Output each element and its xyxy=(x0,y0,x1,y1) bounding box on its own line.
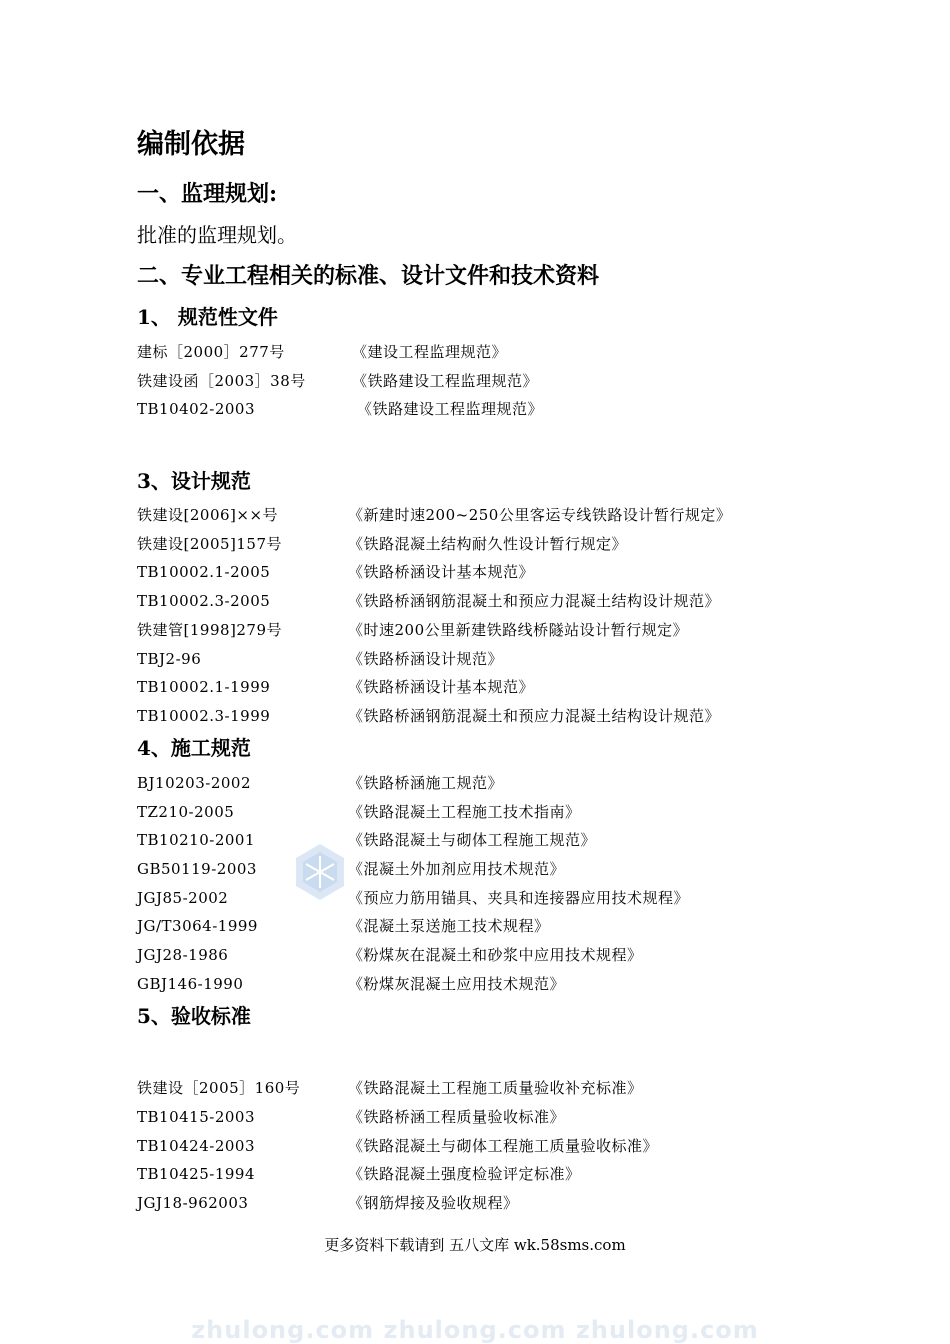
reference-row xyxy=(137,370,837,392)
reference-code: TZ210-2005 xyxy=(137,803,235,821)
reference-code: TB10002.3-2005 xyxy=(137,592,271,610)
reference-code: TB10002.3-1999 xyxy=(137,707,271,725)
document-title: 编制依据 xyxy=(137,129,245,160)
reference-title: 《铁路混凝土与砌体工程施工质量验收标准》 xyxy=(348,1137,659,1155)
reference-row xyxy=(137,858,837,880)
sub-3-heading: 3、设计规范 xyxy=(137,469,251,493)
reference-row xyxy=(137,915,837,937)
reference-title: 《铁路桥涵工程质量验收标准》 xyxy=(348,1108,566,1126)
reference-code: 铁建设［2005］160号 xyxy=(137,1079,301,1097)
section-2-heading: 二、专业工程相关的标准、设计文件和技术资料 xyxy=(137,263,600,289)
reference-title: 《铁路建设工程监理规范》 xyxy=(352,372,539,390)
section-1-body: 批准的监理规划。 xyxy=(137,223,297,247)
reference-code: 建标［2000］277号 xyxy=(137,343,285,361)
reference-title: 《时速200公里新建铁路线桥隧站设计暂行规定》 xyxy=(348,621,689,639)
reference-row xyxy=(137,1163,837,1185)
reference-title: 《钢筋焊接及验收规程》 xyxy=(348,1194,519,1212)
reference-row xyxy=(137,341,837,363)
sub-4-heading: 4、施工规范 xyxy=(137,736,251,760)
reference-row xyxy=(137,772,837,794)
reference-code: TB10002.1-1999 xyxy=(137,678,271,696)
reference-row xyxy=(137,801,837,823)
reference-title: 《铁路混凝土与砌体工程施工规范》 xyxy=(348,831,597,849)
reference-row xyxy=(137,504,837,526)
reference-row xyxy=(137,1106,837,1128)
footer-download-note: 更多资料下载请到 五八文库 wk.58sms.com xyxy=(324,1236,626,1254)
reference-code: TB10424-2003 xyxy=(137,1137,255,1155)
reference-row xyxy=(137,590,837,612)
reference-code: GB50119-2003 xyxy=(137,860,257,878)
reference-code: TB10210-2001 xyxy=(137,831,255,849)
reference-row xyxy=(137,398,837,420)
reference-code: JGJ18-962003 xyxy=(137,1194,249,1212)
reference-code: JGJ28-1986 xyxy=(137,946,229,964)
reference-code: GBJ146-1990 xyxy=(137,975,244,993)
reference-title: 《铁路桥涵设计基本规范》 xyxy=(348,563,535,581)
reference-row xyxy=(137,648,837,670)
reference-row xyxy=(137,944,837,966)
reference-code: BJ10203-2002 xyxy=(137,774,251,792)
reference-title: 《铁路桥涵钢筋混凝土和预应力混凝土结构设计规范》 xyxy=(348,592,721,610)
reference-title: 《预应力筋用锚具、夹具和连接器应用技术规程》 xyxy=(348,889,690,907)
reference-code: TBJ2-96 xyxy=(137,650,202,668)
reference-title: 《铁路桥涵设计规范》 xyxy=(348,650,504,668)
reference-title: 《铁路建设工程监理规范》 xyxy=(357,400,544,418)
reference-title: 《混凝土外加剂应用技术规范》 xyxy=(348,860,566,878)
reference-row xyxy=(137,1192,837,1214)
reference-title: 《粉煤灰在混凝土和砂浆中应用技术规程》 xyxy=(348,946,643,964)
reference-row xyxy=(137,829,837,851)
reference-title: 《铁路桥涵施工规范》 xyxy=(348,774,504,792)
reference-title: 《铁路混凝土结构耐久性设计暂行规定》 xyxy=(348,535,628,553)
reference-title: 《铁路桥涵钢筋混凝土和预应力混凝土结构设计规范》 xyxy=(348,707,721,725)
reference-code: 铁建管[1998]279号 xyxy=(137,621,283,639)
snowflake-seal-icon xyxy=(290,842,350,902)
reference-title: 《铁路混凝土工程施工质量验收补充标准》 xyxy=(348,1079,643,1097)
sub-5-heading: 5、验收标准 xyxy=(137,1004,251,1028)
reference-row xyxy=(137,619,837,641)
reference-code: 铁建设函［2003］38号 xyxy=(137,372,306,390)
reference-title: 《铁路混凝土工程施工技术指南》 xyxy=(348,803,581,821)
reference-title: 《粉煤灰混凝土应用技术规范》 xyxy=(348,975,566,993)
reference-title: 《建设工程监理规范》 xyxy=(352,343,508,361)
reference-row xyxy=(137,676,837,698)
reference-code: 铁建设[2005]157号 xyxy=(137,535,283,553)
reference-title: 《铁路桥涵设计基本规范》 xyxy=(348,678,535,696)
reference-code: TB10402-2003 xyxy=(137,400,255,418)
reference-row xyxy=(137,887,837,909)
reference-title: 《混凝土泵送施工技术规程》 xyxy=(348,917,550,935)
reference-row xyxy=(137,705,837,727)
reference-code: JGJ85-2002 xyxy=(137,889,229,907)
reference-row xyxy=(137,1135,837,1157)
reference-code: TB10002.1-2005 xyxy=(137,563,271,581)
reference-title: 《新建时速200~250公里客运专线铁路设计暂行规定》 xyxy=(348,506,732,524)
reference-code: TB10425-1994 xyxy=(137,1165,255,1183)
reference-code: TB10415-2003 xyxy=(137,1108,255,1126)
reference-row xyxy=(137,561,837,583)
reference-row xyxy=(137,973,837,995)
sub-1-heading: 1、 规范性文件 xyxy=(137,305,278,329)
reference-row xyxy=(137,533,837,555)
reference-row xyxy=(137,1077,837,1099)
reference-code: 铁建设[2006]××号 xyxy=(137,506,279,524)
watermark-text: zhulong.com zhulong.com zhulong.com xyxy=(191,1316,759,1344)
reference-title: 《铁路混凝土强度检验评定标准》 xyxy=(348,1165,581,1183)
section-1-heading: 一、监理规划: xyxy=(137,181,278,207)
reference-code: JG/T3064-1999 xyxy=(137,917,258,935)
